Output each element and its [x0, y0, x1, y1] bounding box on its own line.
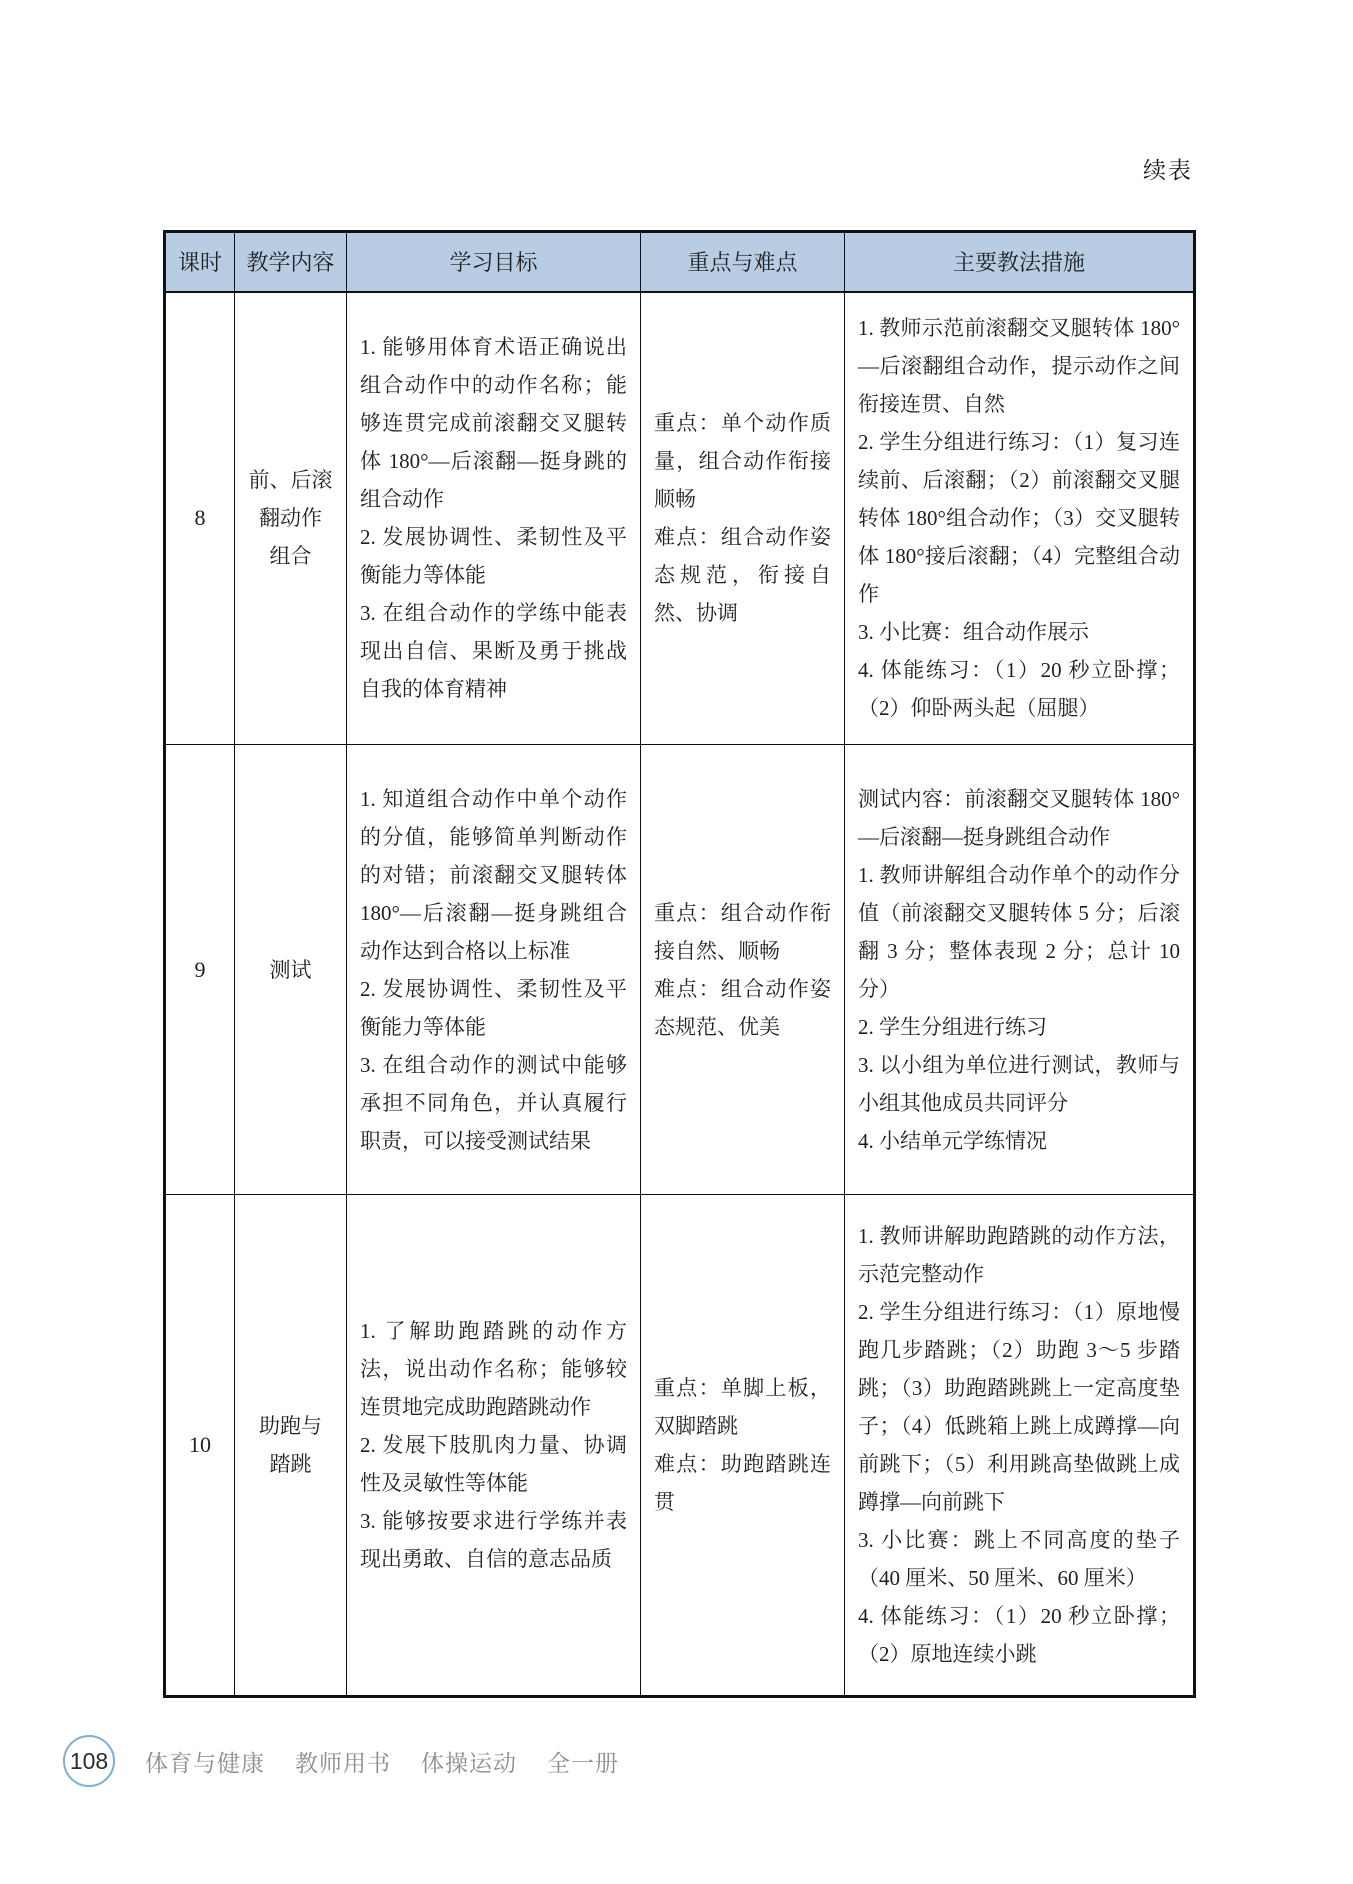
method-item: 4. 体能练习：（1）20 秒立卧撑；（2）仰卧两头起（屈腿）	[858, 658, 1180, 721]
period-cell: 9	[165, 745, 235, 1195]
objective-item: 1. 了解助跑踏跳的动作方法，说出动作名称；能够较连贯地完成助跑踏跳动作	[360, 1319, 627, 1419]
period-cell: 10	[165, 1195, 235, 1697]
table-header-row	[165, 232, 1195, 292]
keypoint-item: 重点：组合动作衔接自然、顺畅	[654, 900, 831, 963]
period-cell: 8	[165, 292, 235, 745]
objective-item: 2. 发展协调性、柔韧性及平衡能力等体能	[360, 525, 627, 588]
objectives-cell	[347, 292, 641, 745]
page-footer	[63, 1735, 649, 1787]
content-line: 踏跳	[269, 1452, 312, 1476]
difficulty-item: 难点：组合动作姿态规范、优美	[654, 976, 831, 1039]
method-item: 4. 小结单元学练情况	[858, 1128, 1047, 1153]
objective-item: 3. 在组合动作的测试中能够承担不同角色，并认真履行职责，可以接受测试结果	[360, 1052, 627, 1153]
content-cell	[235, 745, 347, 1195]
table-row-lesson-8	[165, 292, 1195, 745]
objective-item: 2. 发展下肢肌肉力量、协调性及灵敏性等体能	[360, 1433, 627, 1495]
method-item: 3. 以小组为单位进行测试，教师与小组其他成员共同评分	[858, 1052, 1180, 1115]
method-item: 1. 教师讲解助跑踏跳的动作方法，示范完整动作	[858, 1224, 1180, 1286]
keypoint-item: 重点：单脚上板，双脚踏跳	[654, 1376, 831, 1438]
keypoint-item: 重点：单个动作质量，组合动作衔接顺畅	[654, 411, 831, 512]
keypoints-cell	[641, 292, 845, 745]
objective-item: 1. 知道组合动作中单个动作的分值，能够简单判断动作的对错；前滚翻交叉腿转体 180°—后滚翻—挺身跳组合动作达到合格以上标准	[360, 786, 627, 963]
method-item: 3. 小比赛：组合动作展示	[858, 620, 1089, 645]
objectives-cell	[347, 1195, 641, 1697]
methods-cell	[845, 292, 1195, 745]
table-row-lesson-10	[165, 1195, 1195, 1697]
content-line: 前、后滚	[248, 468, 333, 493]
content-cell	[235, 292, 347, 745]
difficulty-item: 难点：组合动作姿态规范，衔接自然、协调	[654, 525, 831, 626]
continued-table-label: 续表	[1143, 158, 1193, 183]
method-item: 1. 教师讲解组合动作单个的动作分值（前滚翻交叉腿转体 5 分；后滚翻 3 分；整体表现 2 分；总计 10 分）	[858, 862, 1180, 1001]
method-item: 2. 学生分组进行练习：（1）复习连续前、后滚翻；（2）前滚翻交叉腿转体 180°组合动作；（3）交叉腿转体 180°接后滚翻；（4）完整组合动作	[858, 430, 1180, 607]
page-number-badge: 108	[63, 1735, 115, 1787]
lesson-plan-table	[163, 230, 1196, 1698]
content-line: 助跑与	[259, 1414, 322, 1438]
header-content: 教学内容	[235, 232, 347, 292]
method-item: 2. 学生分组进行练习：（1）原地慢跑几步踏跳；（2）助跑 3～5 步踏跳；（3）助跑踏跳跳上一定高度垫子；（4）低跳箱上跳上成蹲撑—向前跳下；（5）利用跳高垫做跳上成蹲撑—向前跳下	[858, 1300, 1180, 1514]
content-line: 测试	[269, 957, 312, 982]
keypoints-cell	[641, 1195, 845, 1697]
method-item: 2. 学生分组进行练习	[858, 1014, 1047, 1039]
content-cell	[235, 1195, 347, 1697]
methods-cell	[845, 1195, 1195, 1697]
footer-book-segment: 体操运动	[421, 1749, 517, 1776]
objective-item: 2. 发展协调性、柔韧性及平衡能力等体能	[360, 976, 627, 1039]
objective-item: 1. 能够用体育术语正确说出组合动作中的动作名称；能够连贯完成前滚翻交叉腿转体 180°—后滚翻—挺身跳的组合动作	[360, 335, 627, 512]
footer-book-info	[145, 1745, 649, 1778]
table-row-lesson-9	[165, 745, 1195, 1195]
methods-cell	[845, 745, 1195, 1195]
header-keypoints: 重点与难点	[641, 232, 845, 292]
difficulty-item: 难点：助跑踏跳连贯	[654, 1452, 831, 1514]
objective-item: 3. 在组合动作的学练中能表现出自信、果断及勇于挑战自我的体育精神	[360, 601, 627, 702]
method-item: 3. 小比赛：跳上不同高度的垫子（40 厘米、50 厘米、60 厘米）	[858, 1528, 1180, 1590]
objectives-cell	[347, 745, 641, 1195]
method-item: 4. 体能练习：（1）20 秒立卧撑；（2）原地连续小跳	[858, 1604, 1180, 1666]
footer-book-segment: 全一册	[547, 1749, 619, 1776]
objective-item: 3. 能够按要求进行学练并表现出勇敢、自信的意志品质	[360, 1509, 627, 1571]
content-line: 翻动作	[259, 506, 322, 531]
header-methods: 主要教法措施	[845, 232, 1195, 292]
footer-book-segment: 体育与健康	[145, 1749, 265, 1776]
header-period: 课时	[165, 232, 235, 292]
header-objectives: 学习目标	[347, 232, 641, 292]
content-line: 组合	[269, 544, 312, 569]
method-item: 测试内容：前滚翻交叉腿转体 180°—后滚翻—挺身跳组合动作	[858, 786, 1180, 849]
footer-book-segment: 教师用书	[295, 1749, 391, 1776]
method-item: 1. 教师示范前滚翻交叉腿转体 180°—后滚翻组合动作，提示动作之间衔接连贯、自然	[858, 316, 1180, 417]
keypoints-cell	[641, 745, 845, 1195]
